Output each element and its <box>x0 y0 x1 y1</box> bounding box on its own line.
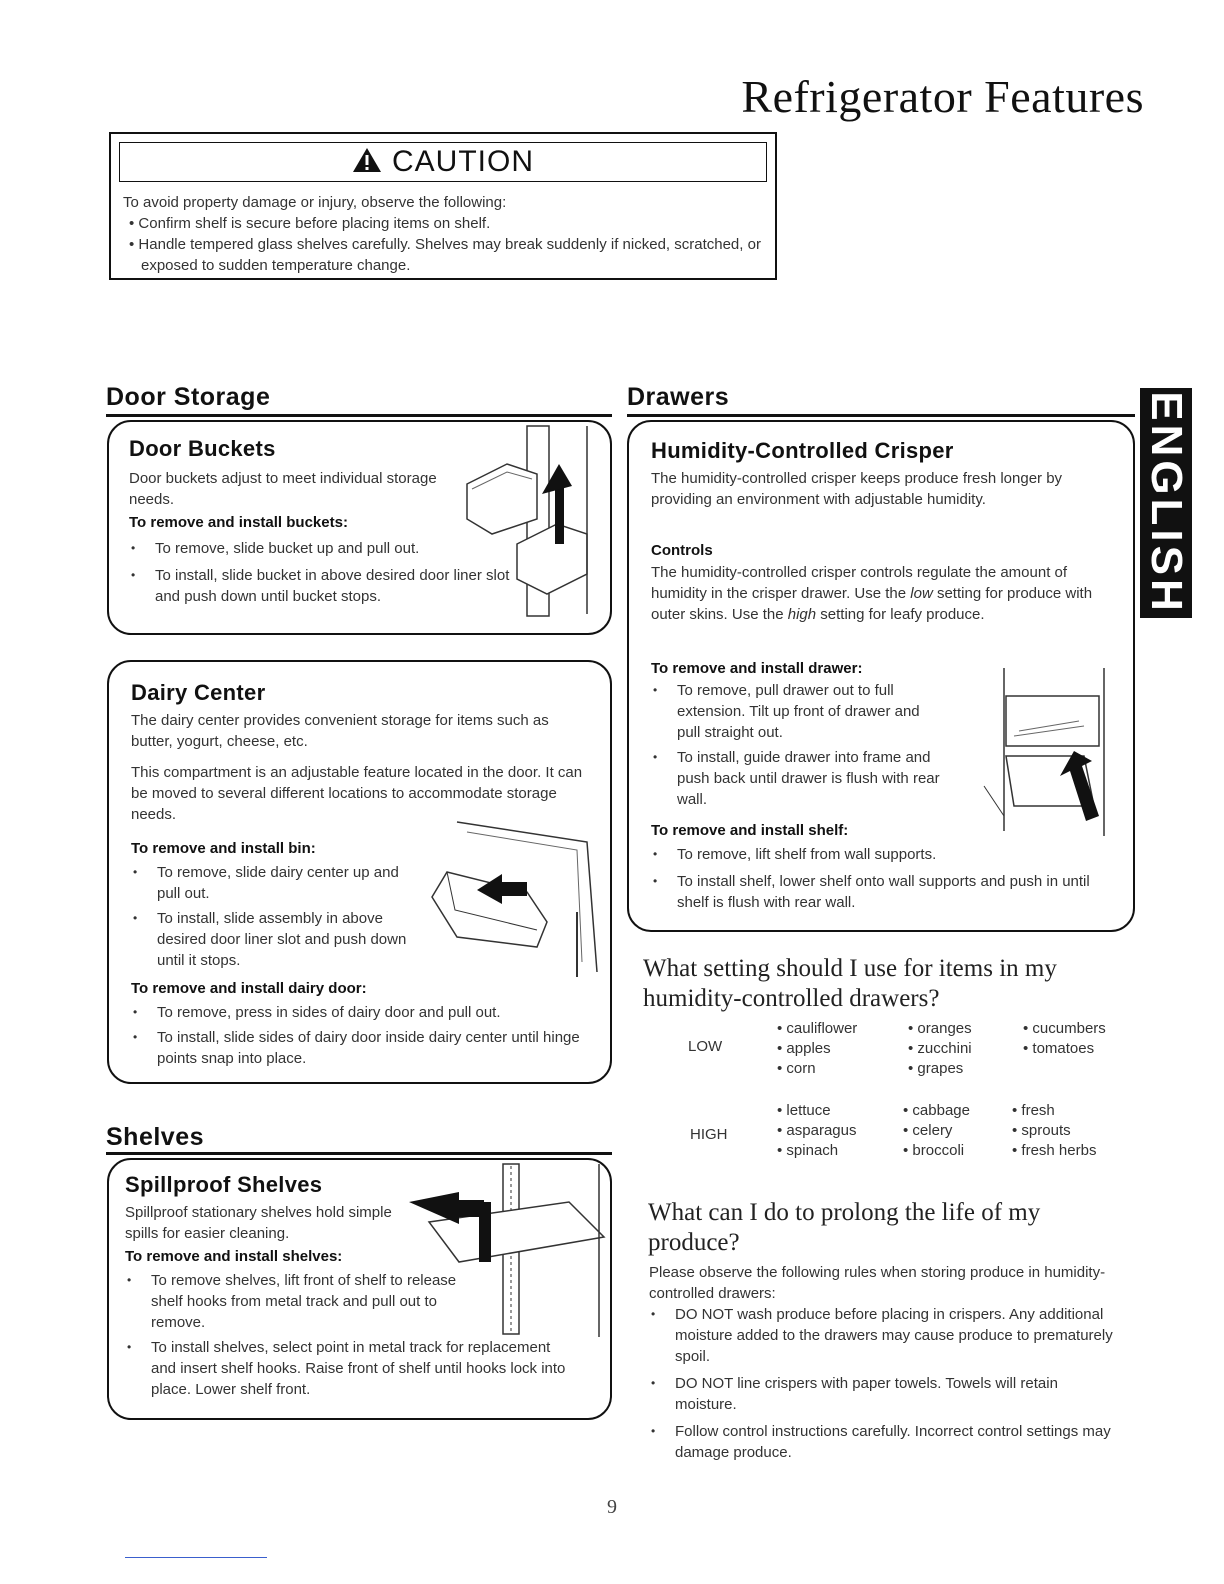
dairy-door-subheading: To remove and install dairy door: <box>131 980 367 997</box>
section-rule <box>627 414 1135 417</box>
section-rule <box>106 414 612 417</box>
list-item: • cauliflower <box>777 1020 858 1037</box>
list-item: • apples <box>777 1040 831 1057</box>
crisper-title: Humidity-Controlled Crisper <box>651 438 954 463</box>
section-rule <box>106 1152 612 1155</box>
prolong-question: What can I do to prolong the life of my produce? <box>648 1199 1041 1256</box>
list-item: • To remove, lift shelf from wall supports. <box>651 844 1111 865</box>
list-item: • fresh herbs <box>1012 1142 1097 1159</box>
spillproof-text: Spillproof stationary shelves hold simple spills for easier cleaning. <box>125 1204 392 1242</box>
list-item: • zucchini <box>908 1040 972 1057</box>
list-item: • To remove, slide bucket up and pull out. <box>129 538 529 559</box>
list-item: • cabbage <box>903 1102 970 1119</box>
caution-header <box>119 142 767 182</box>
list-item: • tomatoes <box>1023 1040 1095 1057</box>
crisper-card <box>627 420 1135 932</box>
list-item: • asparagus <box>777 1122 857 1139</box>
page-number: 9 <box>607 1496 617 1518</box>
caution-heading: CAUTION <box>392 145 534 178</box>
crisper-drawer-illustration <box>974 666 1114 838</box>
dairy-center-text: The dairy center provides convenient storage for items such as butter, yogurt, cheese, etc. <box>131 712 549 750</box>
list-item: • Follow control instructions carefully. Incorrect control settings may damage produce. <box>649 1421 1119 1463</box>
door-buckets-text: Door buckets adjust to meet individual storage needs. <box>129 470 437 508</box>
language-tab-label: ENGLISH <box>1142 391 1191 615</box>
shelf-illustration <box>399 1162 609 1342</box>
drawers-heading: Drawers <box>627 383 730 411</box>
controls-text: The humidity-controlled crisper controls regulate the amount of humidity in the crisper drawer. Use the low setting for produce with outer skins. Use the high setting for leafy produce. <box>651 564 1093 623</box>
list-item: • To install shelf, lower shelf onto wall supports and push in until shelf is flush with rear wall. <box>651 871 1111 913</box>
crisper-text: The humidity-controlled crisper keeps produce fresh longer by providing an environment with adjustable humidity. <box>651 470 1063 508</box>
caution-intro: To avoid property damage or injury, observe the following: <box>123 194 507 211</box>
list-item: • To install, slide bucket in above desired door liner slot and push down until bucket stops. <box>129 565 529 607</box>
dairy-bin-subheading: To remove and install bin: <box>131 840 316 857</box>
low-label: LOW <box>688 1038 723 1055</box>
list-item: • grapes <box>908 1060 964 1077</box>
list-item: • fresh <box>1012 1102 1055 1119</box>
door-buckets-subheading: To remove and install buckets: <box>129 514 348 531</box>
list-item: • DO NOT line crispers with paper towels. Towels will retain moisture. <box>649 1373 1119 1415</box>
drawer-subheading: To remove and install drawer: <box>651 660 863 677</box>
list-item: • To install, guide drawer into frame and push back until drawer is flush with rear wall. <box>651 747 957 810</box>
list-item: • celery <box>903 1122 953 1139</box>
drawer-shelf-subheading: To remove and install shelf: <box>651 822 849 839</box>
dairy-door-list <box>131 1002 601 1069</box>
caution-box <box>109 132 777 280</box>
dairy-center-card <box>107 660 612 1084</box>
list-item: • lettuce <box>777 1102 831 1119</box>
caution-body <box>123 192 761 276</box>
list-item: • To install, slide sides of dairy door inside dairy center until hinge points snap into place. <box>131 1027 601 1069</box>
list-item: • To install shelves, select point in metal track for replacement and insert shelf hooks. Raise front of shelf until hooks lock into place. Lower shelf front. <box>125 1337 575 1400</box>
high-label: HIGH <box>690 1126 728 1143</box>
prolong-intro: Please observe the following rules when storing produce in humidity-controlled drawers: <box>649 1264 1106 1302</box>
list-item: • To remove, pull drawer out to full extension. Tilt up front of drawer and pull straight out. <box>651 680 927 743</box>
caution-bullet: • Handle tempered glass shelves carefully. Shelves may break suddenly if nicked, scratched, or exposed to sudden temperature change. <box>129 236 761 274</box>
list-item: • spinach <box>777 1142 839 1159</box>
door-buckets-title: Door Buckets <box>129 436 276 461</box>
page-title: Refrigerator Features <box>741 71 1144 122</box>
drawer-list <box>651 680 961 810</box>
spillproof-shelves-card <box>107 1158 612 1420</box>
list-item: • sprouts <box>1012 1122 1071 1139</box>
list-item: • To remove, slide dairy center up and pull out. <box>131 862 421 904</box>
list-item: • cucumbers <box>1023 1020 1106 1037</box>
dairy-bin-list <box>131 862 421 971</box>
caution-bullet: • Confirm shelf is secure before placing items on shelf. <box>129 215 491 232</box>
list-item: • corn <box>777 1060 816 1077</box>
dairy-center-title: Dairy Center <box>131 680 266 705</box>
settings-question: What setting should I use for items in my humidity-controlled drawers? <box>643 955 1057 1012</box>
spillproof-subheading: To remove and install shelves: <box>125 1248 343 1265</box>
list-item: • broccoli <box>903 1142 965 1159</box>
door-storage-heading: Door Storage <box>106 383 271 411</box>
warning-icon <box>352 145 382 183</box>
door-bucket-illustration <box>447 424 597 624</box>
list-item: • DO NOT wash produce before placing in crispers. Any additional moisture added to the drawers may cause produce to prematurely spoil. <box>649 1304 1119 1367</box>
shelves-heading: Shelves <box>106 1123 205 1151</box>
dairy-center-illustration <box>427 812 607 982</box>
controls-heading: Controls <box>651 542 713 559</box>
list-item: • To remove, press in sides of dairy door and pull out. <box>131 1002 601 1023</box>
drawer-shelf-list <box>651 844 1111 913</box>
door-buckets-card <box>107 420 612 635</box>
dairy-center-text-2: This compartment is an adjustable feature located in the door. It can be moved to several different locations to accommodate storage needs. <box>131 764 583 823</box>
language-tab <box>1140 388 1192 618</box>
list-item: • oranges <box>908 1020 972 1037</box>
footer-rule <box>125 1557 267 1558</box>
list-item: • To install, slide assembly in above desired door liner slot and push down until it stops. <box>131 908 421 971</box>
prolong-list <box>649 1304 1119 1463</box>
list-item: • To remove shelves, lift front of shelf to release shelf hooks from metal track and pull out to remove. <box>125 1270 471 1333</box>
spillproof-title: Spillproof Shelves <box>125 1172 323 1197</box>
